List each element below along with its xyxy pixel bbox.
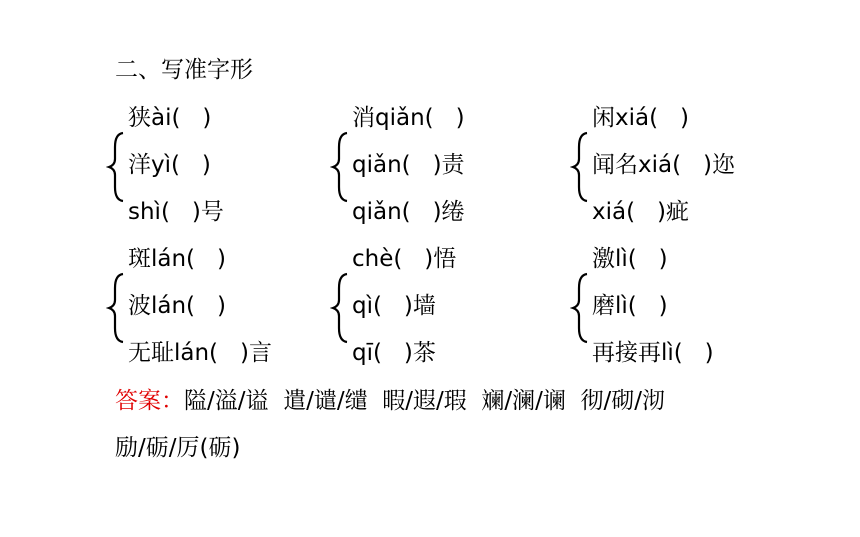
answer-line-1 (115, 386, 665, 416)
group-1-mid: 洋yì( ) (128, 152, 211, 178)
brace-icon (330, 131, 350, 203)
brace-icon (570, 272, 590, 344)
answer-label: 答案： (115, 388, 184, 414)
group-4-top: 斑lán( ) (128, 246, 226, 272)
brace-icon (106, 272, 126, 344)
brace-icon (106, 131, 126, 203)
group-6-mid: 磨lì( ) (592, 293, 668, 319)
group-3-bot: xiá( )疵 (592, 199, 689, 225)
answer-line-2: 励/砺/厉(砺) (115, 435, 241, 461)
brace-icon (330, 272, 350, 344)
group-5-bot: qī( )茶 (352, 340, 436, 366)
group-2-mid: qiǎn( )责 (352, 152, 465, 178)
group-1-bot: shì( )号 (128, 199, 224, 225)
group-2-top: 消qiǎn( ) (352, 105, 465, 131)
group-4-mid: 波lán( ) (128, 293, 226, 319)
answer-text-1: 隘/溢/谥 遣/谴/缱 暇/遐/瑕 斓/澜/谰 彻/砌/沏 (184, 388, 665, 414)
group-3-mid: 闻名xiá( )迩 (592, 152, 735, 178)
group-4-bot: 无耻lán( )言 (128, 340, 272, 366)
group-3-top: 闲xiá( ) (592, 105, 689, 131)
brace-icon (570, 131, 590, 203)
group-1-top: 狭ài( ) (128, 105, 212, 131)
group-5-top: chè( )悟 (352, 246, 457, 272)
group-5-mid: qì( )墙 (352, 293, 436, 319)
group-6-bot: 再接再lì( ) (592, 340, 714, 366)
group-2-bot: qiǎn( )绻 (352, 199, 465, 225)
group-6-top: 激lì( ) (592, 246, 668, 272)
section-title: 二、写准字形 (115, 57, 253, 83)
